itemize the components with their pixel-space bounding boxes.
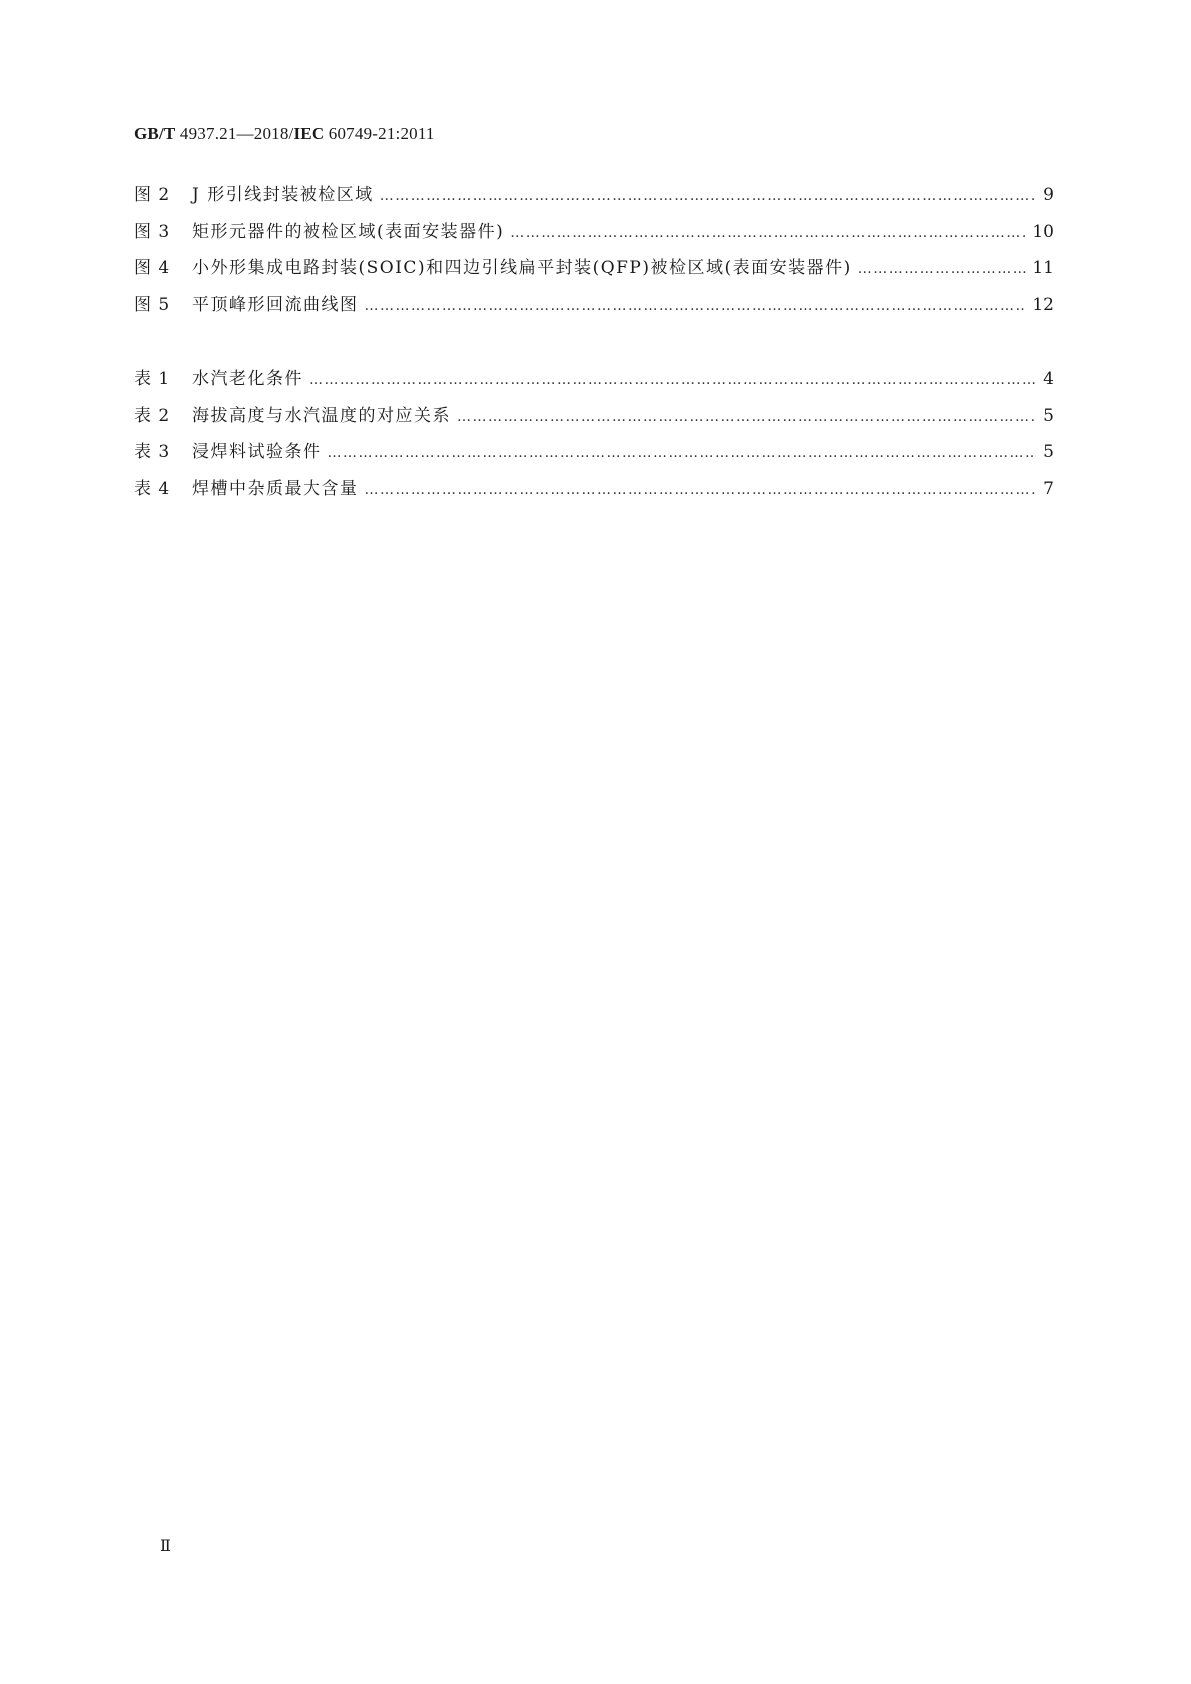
entry-label: 表 3 <box>134 442 171 462</box>
toc-entry-figure-5[interactable] <box>134 290 1054 327</box>
toc-entry-table-3[interactable] <box>134 437 1054 474</box>
document-header <box>134 124 435 144</box>
page-number: Ⅱ <box>160 1538 171 1555</box>
entry-page: 12 <box>1032 294 1054 315</box>
table-list <box>134 364 1054 510</box>
toc-entry-table-2[interactable] <box>134 401 1054 438</box>
entry-label: 表 1 <box>134 369 171 389</box>
toc-entry-table-1[interactable] <box>134 364 1054 401</box>
figure-list <box>134 180 1054 326</box>
leader-dots <box>309 372 1036 388</box>
leader-dots <box>858 261 1027 277</box>
entry-title: 浸焊料试验条件 <box>192 442 322 462</box>
entry-label: 表 2 <box>134 405 171 426</box>
entry-label: 图 2 <box>134 185 171 205</box>
standard-prefix: GB/T <box>134 124 176 143</box>
iec-prefix: IEC <box>293 124 325 143</box>
entry-page: 9 <box>1043 185 1054 205</box>
leader-dots <box>365 482 1037 498</box>
entry-title: 矩形元器件的被检区域(表面安装器件) <box>192 221 505 242</box>
iec-code: 60749-21:2011 <box>328 124 435 143</box>
entry-page: 10 <box>1032 221 1054 242</box>
entry-title: 焊槽中杂质最大含量 <box>192 478 359 499</box>
leader-dots <box>365 298 1027 314</box>
entry-title: 平顶峰形回流曲线图 <box>192 294 359 315</box>
toc-entry-table-4[interactable] <box>134 474 1054 511</box>
entry-label: 表 4 <box>134 478 171 499</box>
leader-dots <box>380 188 1036 204</box>
entry-title: 水汽老化条件 <box>192 369 303 389</box>
entry-page: 7 <box>1043 478 1054 499</box>
entry-page: 5 <box>1043 442 1054 462</box>
entry-label: 图 5 <box>134 294 171 315</box>
standard-code: 4937.21—2018/ <box>179 124 294 143</box>
toc-entry-figure-3[interactable] <box>134 217 1054 254</box>
entry-page: 11 <box>1032 258 1054 278</box>
entry-page: 4 <box>1043 369 1054 389</box>
entry-title: J 形引线封装被检区域 <box>192 185 374 205</box>
leader-dots <box>328 445 1037 461</box>
toc-entry-figure-2[interactable] <box>134 180 1054 217</box>
toc-entry-figure-4[interactable] <box>134 253 1054 290</box>
entry-title: 小外形集成电路封装(SOIC)和四边引线扁平封装(QFP)被检区域(表面安装器件) <box>192 258 852 278</box>
entry-title: 海拔高度与水汽温度的对应关系 <box>192 405 451 426</box>
leader-dots <box>510 225 1026 241</box>
leader-dots <box>457 409 1036 425</box>
entry-page: 5 <box>1043 405 1054 426</box>
entry-label: 图 4 <box>134 258 171 278</box>
entry-label: 图 3 <box>134 221 171 242</box>
